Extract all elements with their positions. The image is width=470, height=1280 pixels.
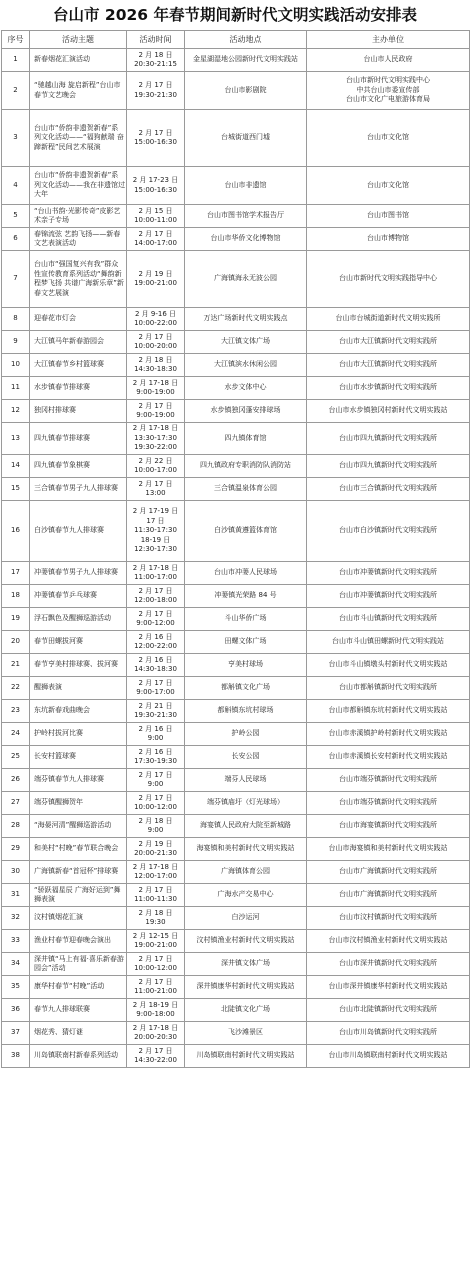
row-number: 20: [2, 631, 30, 654]
table-row: [2, 999, 470, 1022]
row-organizer: 台山市斗山镇田螺新时代文明实践站: [307, 631, 470, 654]
row-time: 2 月 17 日 13:00: [127, 478, 185, 501]
row-number: 23: [2, 700, 30, 723]
table-row: [2, 746, 470, 769]
row-organizer: 台山市汶村镇渔业村新时代文明实践站: [307, 930, 470, 953]
row-organizer: 台山市新时代文明实践中心 中共台山市委宣传部 台山市文化广电旅游体育局: [307, 72, 470, 110]
row-number: 11: [2, 377, 30, 400]
table-row: [2, 953, 470, 976]
row-organizer: 台山市新时代文明实践指导中心: [307, 251, 470, 308]
header-theme: 活动主题: [30, 31, 127, 49]
row-number: 22: [2, 677, 30, 700]
row-number: 30: [2, 861, 30, 884]
row-theme: 台山市“强国复兴有我”群众性宣传教育系列活动“舞韵新程梦飞扬 共谱广海新乐章”新春文艺展演: [30, 251, 127, 308]
table-row: [2, 110, 470, 167]
row-organizer: 台山市都斛镇东坑村新时代文明实践站: [307, 700, 470, 723]
row-place: 金星湖湿地公园新时代文明实践站: [185, 49, 307, 72]
row-place: 川岛镇联南村新时代文明实践站: [185, 1045, 307, 1068]
row-theme: 迎春花市灯会: [30, 308, 127, 331]
table-row: [2, 723, 470, 746]
row-time: 2 月 17 日 11:00-21:00: [127, 976, 185, 999]
row-organizer: 台山市文化馆: [307, 167, 470, 205]
row-theme: 三合镇春节男子九人排球赛: [30, 478, 127, 501]
table-row: [2, 654, 470, 677]
row-place: 四九镇体育馆: [185, 423, 307, 455]
table-row: [2, 423, 470, 455]
row-organizer: 台山市海宴镇新时代文明实践所: [307, 815, 470, 838]
table-row: [2, 478, 470, 501]
table-row: [2, 585, 470, 608]
row-theme: 端芬镇醒狮贺年: [30, 792, 127, 815]
row-number: 15: [2, 478, 30, 501]
row-organizer: 台山市广海镇新时代文明实践所: [307, 861, 470, 884]
row-number: 18: [2, 585, 30, 608]
table-row: [2, 501, 470, 562]
row-time: 2 月 17 日 10:00-12:00: [127, 953, 185, 976]
table-row: [2, 884, 470, 907]
row-time: 2 月 18-19 日 9:00-18:00: [127, 999, 185, 1022]
row-number: 21: [2, 654, 30, 677]
row-theme: 台山市“侨韵非遗贺新春”系列文化活动——“福狗献瑞 奋蹄新程”民间艺术展演: [30, 110, 127, 167]
row-time: 2 月 18 日 19:30: [127, 907, 185, 930]
row-organizer: 台山市冲蒌镇新时代文明实践所: [307, 562, 470, 585]
row-time: 2 月 9-16 日 10:00-22:00: [127, 308, 185, 331]
row-time: 2 月 17 日 9:00: [127, 769, 185, 792]
row-place: 台山市影剧院: [185, 72, 307, 110]
row-number: 28: [2, 815, 30, 838]
row-place: 端芬镇庙圩（灯光球场）: [185, 792, 307, 815]
table-row: [2, 562, 470, 585]
row-number: 7: [2, 251, 30, 308]
row-place: 四九镇政府专职消防队消防站: [185, 455, 307, 478]
row-organizer: 台山市斗山镇墩头村新时代文明实践站: [307, 654, 470, 677]
row-organizer: 台山市深井镇康华村新时代文明实践站: [307, 976, 470, 999]
row-organizer: 台山市台城街道新时代文明实践所: [307, 308, 470, 331]
row-theme: “驰越山海 旋启新程”台山市春节文艺晚会: [30, 72, 127, 110]
row-time: 2 月 16 日 12:00-22:00: [127, 631, 185, 654]
row-organizer: 台山市大江镇新时代文明实践所: [307, 331, 470, 354]
row-number: 9: [2, 331, 30, 354]
schedule-table: [1, 30, 470, 1068]
row-time: 2 月 17 日 14:30-22:00: [127, 1045, 185, 1068]
header-number: 序号: [2, 31, 30, 49]
row-place: 冲蒌镇光荣路 84 号: [185, 585, 307, 608]
row-theme: 大江镇春节乡村篮球赛: [30, 354, 127, 377]
row-organizer: 台山市博物馆: [307, 228, 470, 251]
table-row: [2, 838, 470, 861]
row-time: 2 月 17 日 10:00-20:00: [127, 331, 185, 354]
row-time: 2 月 15 日 10:00-11:00: [127, 205, 185, 228]
row-theme: 醒狮表演: [30, 677, 127, 700]
row-organizer: 台山市广海镇新时代文明实践所: [307, 884, 470, 907]
row-time: 2 月 17 日 15:00-16:30: [127, 110, 185, 167]
row-time: 2 月 19 日 20:00-21:30: [127, 838, 185, 861]
row-number: 14: [2, 455, 30, 478]
row-theme: 春节田螺拔河赛: [30, 631, 127, 654]
row-organizer: 台山市端芬镇新时代文明实践所: [307, 769, 470, 792]
row-theme: 东坑新春戏曲晚会: [30, 700, 127, 723]
row-number: 31: [2, 884, 30, 907]
table-row: [2, 792, 470, 815]
table-row: [2, 769, 470, 792]
row-place: 长安公园: [185, 746, 307, 769]
row-theme: 大江镇马年新春游园会: [30, 331, 127, 354]
table-row: [2, 205, 470, 228]
row-organizer: 台山市斗山镇新时代文明实践所: [307, 608, 470, 631]
row-theme: “海晏河清”醒狮巡游活动: [30, 815, 127, 838]
row-theme: 春节九人排球联赛: [30, 999, 127, 1022]
row-theme: 烟花秀、猜灯谜: [30, 1022, 127, 1045]
row-theme: 水步镇春节排球赛: [30, 377, 127, 400]
table-row: [2, 700, 470, 723]
row-place: 都斛镇文化广场: [185, 677, 307, 700]
row-number: 27: [2, 792, 30, 815]
row-number: 19: [2, 608, 30, 631]
row-organizer: 台山市人民政府: [307, 49, 470, 72]
row-organizer: 台山市汶村镇新时代文明实践所: [307, 907, 470, 930]
row-number: 38: [2, 1045, 30, 1068]
row-time: 2 月 17-18 日 13:30-17:30 19:30-22:00: [127, 423, 185, 455]
header-time: 活动时间: [127, 31, 185, 49]
row-time: 2 月 18 日 9:00: [127, 815, 185, 838]
row-organizer: 台山市深井镇新时代文明实践所: [307, 953, 470, 976]
row-number: 29: [2, 838, 30, 861]
row-number: 37: [2, 1022, 30, 1045]
row-organizer: 台山市水步镇独冈村新时代文明实践站: [307, 400, 470, 423]
row-time: 2 月 22 日 10:00-17:00: [127, 455, 185, 478]
row-time: 2 月 12-15 日 19:00-21:00: [127, 930, 185, 953]
row-place: 水步文体中心: [185, 377, 307, 400]
header-place: 活动地点: [185, 31, 307, 49]
table-row: [2, 331, 470, 354]
row-place: 水步镇独冈蓬安排球场: [185, 400, 307, 423]
row-place: 台城街道西门墟: [185, 110, 307, 167]
row-theme: 浮石飘色及醒狮巡游活动: [30, 608, 127, 631]
table-row: [2, 377, 470, 400]
row-organizer: 台山市冲蒌镇新时代文明实践所: [307, 585, 470, 608]
row-theme: 新春烟花汇演活动: [30, 49, 127, 72]
row-organizer: 台山市图书馆: [307, 205, 470, 228]
row-organizer: 台山市赤溪镇护岭村新时代文明实践站: [307, 723, 470, 746]
row-number: 35: [2, 976, 30, 999]
table-header-row: [2, 31, 470, 49]
row-organizer: 台山市水步镇新时代文明实践所: [307, 377, 470, 400]
row-time: 2 月 17 日 11:00-11:30: [127, 884, 185, 907]
row-number: 13: [2, 423, 30, 455]
row-number: 34: [2, 953, 30, 976]
row-theme: 长安村篮球赛: [30, 746, 127, 769]
row-place: 斗山华侨广场: [185, 608, 307, 631]
row-organizer: 台山市四九镇新时代文明实践所: [307, 455, 470, 478]
row-theme: 冲蒌镇春节乒乓球赛: [30, 585, 127, 608]
row-time: 2 月 19 日 19:00-21:00: [127, 251, 185, 308]
row-place: 大江镇滨水休闲公园: [185, 354, 307, 377]
table-row: [2, 228, 470, 251]
table-row: [2, 1022, 470, 1045]
table-row: [2, 930, 470, 953]
row-place: 三合镇温泉体育公园: [185, 478, 307, 501]
table-row: [2, 49, 470, 72]
row-theme: 春锦流弦 艺韵飞扬——新春文艺表演活动: [30, 228, 127, 251]
row-theme: 独冈村排球赛: [30, 400, 127, 423]
row-time: 2 月 17-19 日 17 日 11:30-17:30 18-19 日 12:30-17:30: [127, 501, 185, 562]
row-place: 广海镇体育公园: [185, 861, 307, 884]
row-number: 1: [2, 49, 30, 72]
row-theme: 端芬镇春节九人排球赛: [30, 769, 127, 792]
table-row: [2, 308, 470, 331]
row-theme: 深井镇“马上有福·喜乐新春游园会”活动: [30, 953, 127, 976]
table-row: [2, 815, 470, 838]
row-number: 10: [2, 354, 30, 377]
row-time: 2 月 17 日 9:00-17:00: [127, 677, 185, 700]
row-time: 2 月 18 日 14:30-18:30: [127, 354, 185, 377]
table-row: [2, 354, 470, 377]
row-place: 台山市冲蒌人民球场: [185, 562, 307, 585]
row-time: 2 月 18 日 20:30-21:15: [127, 49, 185, 72]
row-number: 36: [2, 999, 30, 1022]
row-time: 2 月 17-18 日 20:00-20:30: [127, 1022, 185, 1045]
row-number: 26: [2, 769, 30, 792]
table-row: [2, 631, 470, 654]
row-number: 2: [2, 72, 30, 110]
row-organizer: 台山市赤溪镇长安村新时代文明实践站: [307, 746, 470, 769]
row-organizer: 台山市大江镇新时代文明实践所: [307, 354, 470, 377]
row-place: 都斛镇东坑村球场: [185, 700, 307, 723]
row-number: 8: [2, 308, 30, 331]
row-theme: 广海镇新春“首冠杯”排球赛: [30, 861, 127, 884]
row-place: 万达广场新时代文明实践点: [185, 308, 307, 331]
page-title: 台山市 2026 年春节期间新时代文明实践活动安排表: [53, 6, 417, 24]
row-place: 白沙运河: [185, 907, 307, 930]
row-theme: 川岛镇联南村新春系列活动: [30, 1045, 127, 1068]
row-theme: 渔业村春节迎春晚会演出: [30, 930, 127, 953]
table-row: [2, 251, 470, 308]
row-place: 广海水产交易中心: [185, 884, 307, 907]
table-row: [2, 976, 470, 999]
row-organizer: 台山市四九镇新时代文明实践所: [307, 423, 470, 455]
row-organizer: 台山市文化馆: [307, 110, 470, 167]
row-place: 广海镇海永无波公园: [185, 251, 307, 308]
row-number: 6: [2, 228, 30, 251]
row-organizer: 台山市川岛镇联南村新时代文明实践站: [307, 1045, 470, 1068]
row-time: 2 月 17-18 日 11:00-17:00: [127, 562, 185, 585]
table-row: [2, 861, 470, 884]
row-theme: 汶村镇烟花汇演: [30, 907, 127, 930]
row-theme: 春节亨美村排球赛、拔河赛: [30, 654, 127, 677]
row-time: 2 月 17-18 日 9:00-19:00: [127, 377, 185, 400]
table-row: [2, 167, 470, 205]
row-theme: 冲蒌镇春节男子九人排球赛: [30, 562, 127, 585]
row-number: 16: [2, 501, 30, 562]
row-time: 2 月 17 日 9:00-12:00: [127, 608, 185, 631]
row-place: 大江镇文体广场: [185, 331, 307, 354]
row-place: 海宴镇人民政府大院至新城路: [185, 815, 307, 838]
row-place: 海宴镇和美村新时代文明实践站: [185, 838, 307, 861]
row-number: 24: [2, 723, 30, 746]
row-organizer: 台山市三合镇新时代文明实践所: [307, 478, 470, 501]
table-row: [2, 677, 470, 700]
table-row: [2, 400, 470, 423]
row-theme: “骄跃福星辰 广海好运到”舞狮表演: [30, 884, 127, 907]
row-place: 田螺文体广场: [185, 631, 307, 654]
row-time: 2 月 16 日 9:00: [127, 723, 185, 746]
row-place: 端芬人民球场: [185, 769, 307, 792]
row-place: 汶村镇渔业村新时代文明实践站: [185, 930, 307, 953]
row-organizer: 台山市白沙镇新时代文明实践所: [307, 501, 470, 562]
row-time: 2 月 17 日 14:00-17:00: [127, 228, 185, 251]
row-time: 2 月 17 日 9:00-19:00: [127, 400, 185, 423]
table-row: [2, 608, 470, 631]
row-theme: 四九镇春节排球赛: [30, 423, 127, 455]
row-time: 2 月 17-23 日 15:00-16:30: [127, 167, 185, 205]
row-number: 3: [2, 110, 30, 167]
row-organizer: 台山市都斛镇新时代文明实践所: [307, 677, 470, 700]
row-place: 台山市非遗馆: [185, 167, 307, 205]
table-row: [2, 72, 470, 110]
row-place: 飞沙滩景区: [185, 1022, 307, 1045]
row-number: 33: [2, 930, 30, 953]
row-time: 2 月 17-18 日 12:00-17:00: [127, 861, 185, 884]
row-theme: 和美村“村晚”春节联合晚会: [30, 838, 127, 861]
row-theme: 康华村春节“村晚”活动: [30, 976, 127, 999]
row-time: 2 月 17 日 10:00-12:00: [127, 792, 185, 815]
row-number: 32: [2, 907, 30, 930]
row-place: 护岭公园: [185, 723, 307, 746]
row-number: 25: [2, 746, 30, 769]
row-organizer: 台山市端芬镇新时代文明实践所: [307, 792, 470, 815]
row-place: 深井镇文体广场: [185, 953, 307, 976]
row-organizer: 台山市川岛镇新时代文明实践所: [307, 1022, 470, 1045]
row-place: 台山市华侨文化博物馆: [185, 228, 307, 251]
header-organizer: 主办单位: [307, 31, 470, 49]
row-organizer: 台山市北陡镇新时代文明实践所: [307, 999, 470, 1022]
row-theme: “台山书韵·光影传奇”皮影艺术亲子专场: [30, 205, 127, 228]
table-row: [2, 1045, 470, 1068]
table-body: [2, 49, 470, 1068]
row-theme: 四九镇春节象棋赛: [30, 455, 127, 478]
row-place: 北陡镇文化广场: [185, 999, 307, 1022]
row-place: 白沙镇黄遵篮体育馆: [185, 501, 307, 562]
row-number: 12: [2, 400, 30, 423]
row-place: 台山市图书馆学术报告厅: [185, 205, 307, 228]
row-place: 亨美村球场: [185, 654, 307, 677]
row-time: 2 月 16 日 14:30-18:30: [127, 654, 185, 677]
row-number: 5: [2, 205, 30, 228]
row-number: 17: [2, 562, 30, 585]
row-time: 2 月 17 日 19:30-21:30: [127, 72, 185, 110]
row-time: 2 月 16 日 17:30-19:30: [127, 746, 185, 769]
row-theme: 台山市“侨韵非遗贺新春”系列文化活动——我在非遗馆过大年: [30, 167, 127, 205]
row-number: 4: [2, 167, 30, 205]
row-time: 2 月 21 日 19:30-21:30: [127, 700, 185, 723]
row-organizer: 台山市海宴镇和美村新时代文明实践站: [307, 838, 470, 861]
table-row: [2, 455, 470, 478]
table-row: [2, 907, 470, 930]
row-place: 深井镇康华村新时代文明实践站: [185, 976, 307, 999]
row-time: 2 月 17 日 12:00-18:00: [127, 585, 185, 608]
row-theme: 护岭村拔河比赛: [30, 723, 127, 746]
row-theme: 白沙镇春节九人排球赛: [30, 501, 127, 562]
